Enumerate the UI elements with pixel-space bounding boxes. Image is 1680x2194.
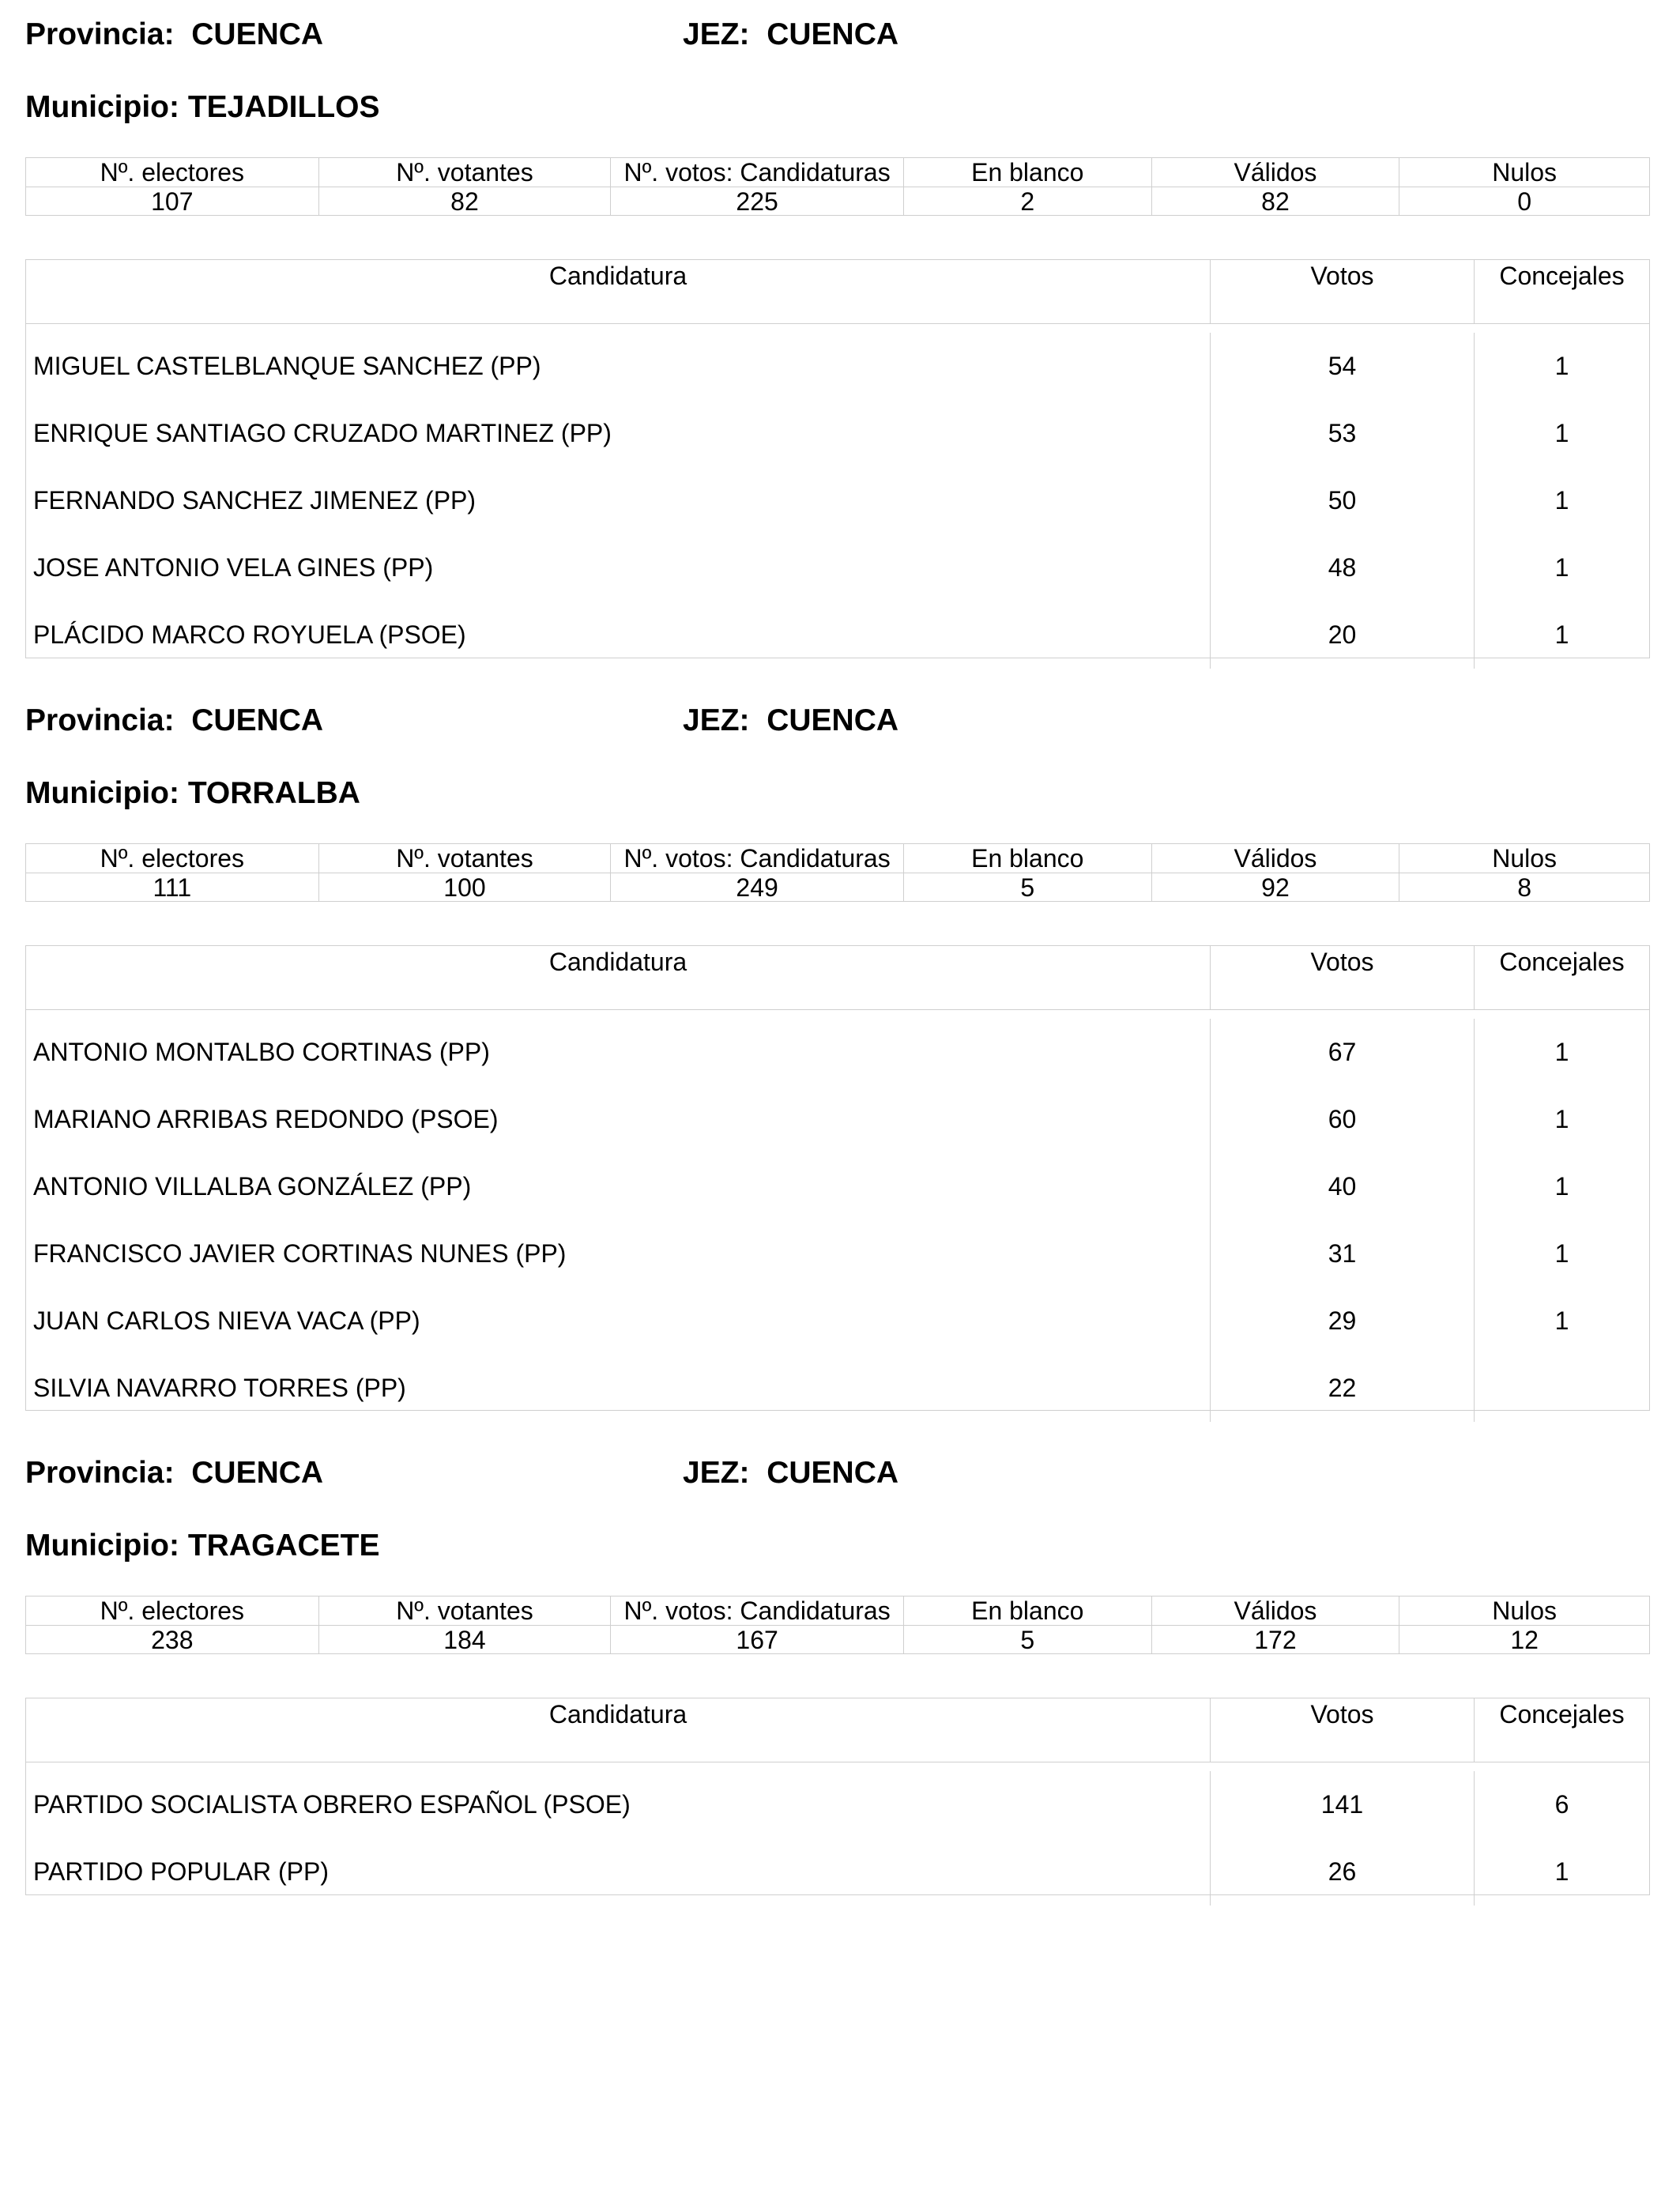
candidate-name: MIGUEL CASTELBLANQUE SANCHEZ (PP): [33, 352, 541, 380]
summary-value-validos: 82: [1151, 187, 1399, 216]
table-row: [26, 601, 1649, 669]
results-header-votos: Votos: [1210, 946, 1474, 1009]
candidate-concejales: 1: [1474, 534, 1649, 601]
summary-value-row: [26, 1625, 1649, 1654]
candidate-name: FRANCISCO JAVIER CORTINAS NUNES (PP): [33, 1239, 567, 1268]
candidate-concejales: 1: [1474, 1838, 1649, 1906]
candidate-votos: 20: [1210, 601, 1474, 669]
results-header-row: [26, 1698, 1649, 1762]
results-header-concejales: Concejales: [1474, 1698, 1649, 1762]
summary-header-validos: Válidos: [1151, 158, 1399, 187]
summary-table: [25, 1596, 1650, 1654]
results-body: [26, 1010, 1649, 1422]
summary-value-votantes: 100: [318, 873, 611, 902]
summary-value-electores: 111: [153, 873, 192, 902]
provincia-value: CUENCA: [191, 703, 324, 737]
results-table: [25, 259, 1650, 658]
jez-heading: [683, 703, 898, 739]
table-row: [26, 1086, 1649, 1153]
summary-header-votos-candidaturas: Nº. votos: Candidaturas: [610, 158, 903, 187]
table-row: [26, 1153, 1649, 1220]
municipio-heading: [25, 89, 380, 126]
candidate-concejales: 1: [1474, 333, 1649, 400]
candidate-votos: 40: [1210, 1153, 1474, 1220]
candidate-name: PARTIDO SOCIALISTA OBRERO ESPAÑOL (PSOE): [33, 1790, 631, 1819]
municipio-value: TEJADILLOS: [187, 90, 380, 124]
jez-value: CUENCA: [767, 1456, 899, 1490]
municipio-heading: [25, 1528, 379, 1564]
summary-value-nulos: 12: [1399, 1626, 1649, 1654]
municipality-section-torralba: [25, 686, 1650, 1417]
candidate-votos: 31: [1210, 1220, 1474, 1287]
summary-value-en-blanco: 2: [903, 187, 1151, 216]
candidate-concejales: 1: [1474, 1086, 1649, 1153]
summary-table: [25, 843, 1650, 902]
municipio-value: TORRALBA: [187, 776, 360, 810]
jez-label: JEZ:: [683, 1456, 750, 1490]
provincia-label: Provincia:: [25, 17, 175, 51]
summary-header-en-blanco: En blanco: [903, 1596, 1151, 1625]
candidate-votos: 53: [1210, 400, 1474, 467]
candidate-concejales: [1474, 1355, 1649, 1422]
candidate-name: PARTIDO POPULAR (PP): [33, 1857, 329, 1886]
municipality-section-tejadillos: [25, 0, 1650, 664]
provincia-heading: [25, 17, 323, 53]
municipio-label: Municipio:: [25, 90, 179, 124]
summary-value-votos-candidaturas: 249: [610, 873, 903, 902]
summary-header-row: [26, 158, 1649, 187]
table-row: [26, 333, 1649, 400]
summary-header-nulos: Nulos: [1399, 1596, 1649, 1625]
results-header-concejales: Concejales: [1474, 260, 1649, 323]
summary-header-row: [26, 1596, 1649, 1625]
jez-value: CUENCA: [767, 703, 899, 737]
results-header-candidatura: Candidatura: [548, 1700, 687, 1728]
summary-header-electores: Nº. electores: [100, 158, 245, 187]
provincia-heading: [25, 1455, 323, 1491]
summary-table: [25, 157, 1650, 216]
provincia-label: Provincia:: [25, 1456, 175, 1490]
summary-header-row: [26, 844, 1649, 873]
jez-label: JEZ:: [683, 703, 750, 737]
candidate-name: ANTONIO VILLALBA GONZÁLEZ (PP): [33, 1172, 472, 1201]
summary-value-nulos: 0: [1399, 187, 1649, 216]
municipio-heading: [25, 775, 360, 812]
candidate-votos: 26: [1210, 1838, 1474, 1906]
results-table: [25, 945, 1650, 1411]
candidate-name: JOSE ANTONIO VELA GINES (PP): [33, 553, 434, 582]
candidate-name: PLÁCIDO MARCO ROYUELA (PSOE): [33, 620, 466, 649]
summary-header-votos-candidaturas: Nº. votos: Candidaturas: [610, 844, 903, 873]
summary-value-row: [26, 873, 1649, 902]
summary-header-votantes: Nº. votantes: [318, 1596, 611, 1625]
summary-value-votantes: 82: [318, 187, 611, 216]
summary-header-nulos: Nulos: [1399, 844, 1649, 873]
summary-value-electores: 238: [151, 1626, 194, 1654]
summary-header-validos: Válidos: [1151, 844, 1399, 873]
results-table: [25, 1698, 1650, 1895]
summary-header-en-blanco: En blanco: [903, 158, 1151, 187]
candidate-votos: 22: [1210, 1355, 1474, 1422]
candidate-votos: 141: [1210, 1771, 1474, 1838]
municipality-section-tragacete: [25, 1438, 1650, 1897]
results-header-row: [26, 260, 1649, 324]
results-header-concejales: Concejales: [1474, 946, 1649, 1009]
results-header-votos: Votos: [1210, 260, 1474, 323]
summary-value-electores: 107: [151, 187, 194, 216]
summary-value-votos-candidaturas: 225: [610, 187, 903, 216]
candidate-votos: 67: [1210, 1019, 1474, 1086]
jez-label: JEZ:: [683, 17, 750, 51]
candidate-name: SILVIA NAVARRO TORRES (PP): [33, 1374, 406, 1402]
candidate-concejales: 6: [1474, 1771, 1649, 1838]
municipio-label: Municipio:: [25, 1529, 179, 1563]
results-header-candidatura: Candidatura: [548, 948, 687, 976]
provincia-value: CUENCA: [191, 1456, 324, 1490]
municipio-label: Municipio:: [25, 776, 179, 810]
summary-header-electores: Nº. electores: [100, 1596, 245, 1625]
jez-heading: [683, 17, 898, 53]
candidate-name: ANTONIO MONTALBO CORTINAS (PP): [33, 1038, 490, 1066]
provincia-heading: [25, 703, 323, 739]
candidate-concejales: 1: [1474, 1019, 1649, 1086]
summary-value-en-blanco: 5: [903, 1626, 1151, 1654]
summary-header-validos: Válidos: [1151, 1596, 1399, 1625]
candidate-concejales: 1: [1474, 601, 1649, 669]
candidate-concejales: 1: [1474, 1220, 1649, 1287]
summary-header-nulos: Nulos: [1399, 158, 1649, 187]
summary-header-votantes: Nº. votantes: [318, 158, 611, 187]
candidate-concejales: 1: [1474, 1153, 1649, 1220]
candidate-name: ENRIQUE SANTIAGO CRUZADO MARTINEZ (PP): [33, 419, 612, 447]
provincia-value: CUENCA: [191, 17, 324, 51]
summary-value-nulos: 8: [1399, 873, 1649, 902]
table-row: [26, 534, 1649, 601]
table-row: [26, 1220, 1649, 1287]
summary-value-validos: 92: [1151, 873, 1399, 902]
candidate-concejales: 1: [1474, 467, 1649, 534]
table-row: [26, 1019, 1649, 1086]
candidate-votos: 50: [1210, 467, 1474, 534]
summary-value-validos: 172: [1151, 1626, 1399, 1654]
candidate-votos: 60: [1210, 1086, 1474, 1153]
jez-heading: [683, 1455, 898, 1491]
summary-value-votos-candidaturas: 167: [610, 1626, 903, 1654]
table-row: [26, 1287, 1649, 1355]
summary-header-electores: Nº. electores: [100, 844, 245, 873]
summary-value-row: [26, 187, 1649, 216]
candidate-name: MARIANO ARRIBAS REDONDO (PSOE): [33, 1105, 499, 1133]
candidate-votos: 48: [1210, 534, 1474, 601]
municipio-value: TRAGACETE: [187, 1529, 380, 1563]
results-header-row: [26, 946, 1649, 1010]
candidate-votos: 29: [1210, 1287, 1474, 1355]
table-row: [26, 1838, 1649, 1906]
summary-header-votantes: Nº. votantes: [318, 844, 611, 873]
jez-value: CUENCA: [767, 17, 899, 51]
summary-value-votantes: 184: [318, 1626, 611, 1654]
candidate-concejales: 1: [1474, 1287, 1649, 1355]
summary-header-votos-candidaturas: Nº. votos: Candidaturas: [610, 1596, 903, 1625]
table-row: [26, 467, 1649, 534]
results-body: [26, 1762, 1649, 1906]
results-body: [26, 324, 1649, 669]
table-row: [26, 400, 1649, 467]
summary-header-en-blanco: En blanco: [903, 844, 1151, 873]
results-header-votos: Votos: [1210, 1698, 1474, 1762]
provincia-label: Provincia:: [25, 703, 175, 737]
candidate-votos: 54: [1210, 333, 1474, 400]
summary-value-en-blanco: 5: [903, 873, 1151, 902]
table-row: [26, 1771, 1649, 1838]
candidate-name: FERNANDO SANCHEZ JIMENEZ (PP): [33, 486, 477, 515]
candidate-concejales: 1: [1474, 400, 1649, 467]
candidate-name: JUAN CARLOS NIEVA VACA (PP): [33, 1306, 420, 1335]
results-header-candidatura: Candidatura: [548, 262, 687, 290]
table-row: [26, 1355, 1649, 1422]
